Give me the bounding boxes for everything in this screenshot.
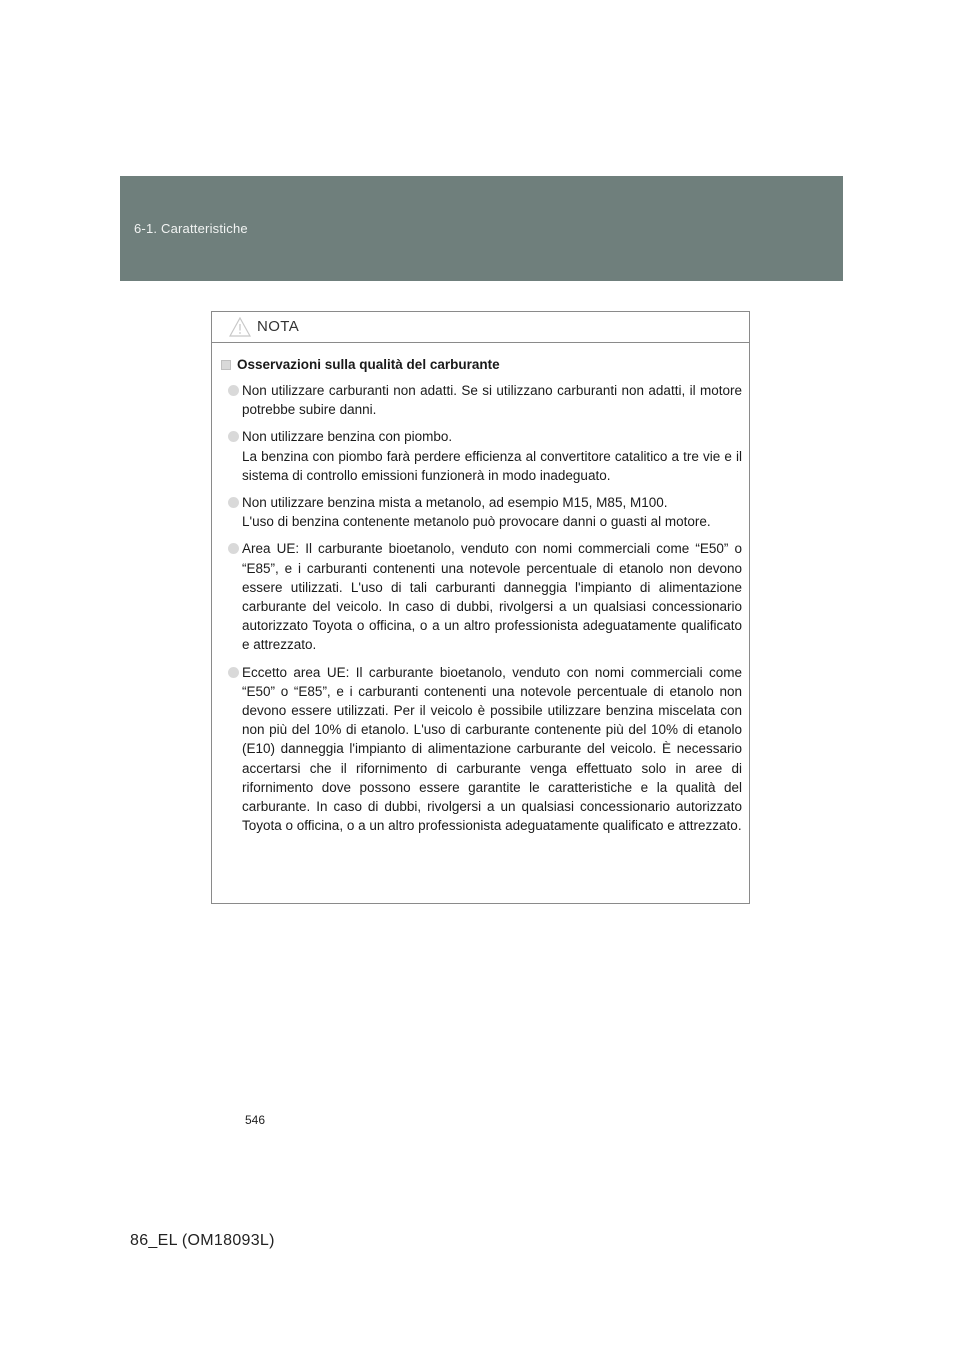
section-heading: [221, 355, 742, 374]
note-title: NOTA: [257, 318, 300, 335]
header-band: [120, 176, 843, 281]
item-text: Non utilizzare carburanti non adatti. Se si utilizzano carburanti non adatti, il motore potrebbe subire danni.: [242, 383, 742, 418]
note-box: [211, 311, 750, 904]
item-text: L'uso di benzina contenente metanolo può provocare danni o guasti al motore.: [242, 514, 711, 530]
note-body: [212, 343, 749, 835]
item-text: Eccetto area UE: Il carburante bioetanolo, venduto con nomi commerciali come “E50” o “E85”, e i carburanti contenenti una notevole percentuale di etanolo non devono essere utilizzati. Per il veicolo è possibile utilizzare benzina miscelata con non più del 10% di etanolo. L'uso di carburante contenente più del 10% di etanolo (E10) danneggia l'impianto di alimentazione carburante del veicolo. È necessario accertarsi che il rifornimento di carburante venga effettuato solo in aree di rifornimento dove possono essere garantite le caratteristiche e la qualità del carburante. In caso di dubbi, rivolgersi a un qualsiasi concessionario autorizzato Toyota o officina, o a un altro professionista adeguatamente qualificato e attrezzato.: [242, 664, 742, 834]
section-heading-text: Osservazioni sulla qualità del carburante: [237, 357, 500, 372]
bullet-icon: [228, 667, 239, 678]
item-text: Non utilizzare benzina mista a metanolo, ad esempio M15, M85, M100.: [242, 495, 668, 511]
list-item: [221, 427, 742, 485]
bullet-icon: [228, 385, 239, 396]
list-item: [221, 663, 742, 836]
section-label: 6-1. Caratteristiche: [134, 221, 248, 236]
warning-triangle-icon: [229, 317, 251, 337]
page-number: 546: [245, 1113, 266, 1127]
square-bullet-icon: [221, 360, 231, 370]
bullet-icon: [228, 543, 239, 554]
list-item: [221, 493, 742, 531]
list-item: [221, 539, 742, 654]
item-text: Area UE: Il carburante bioetanolo, venduto con nomi commerciali come “E50” o “E85”, e i carburanti contenenti una notevole percentuale di etanolo non devono essere utilizzati. L'uso di tali carburanti danneggia l'impianto di alimentazione carburante del veicolo. In caso di dubbi, rivolgersi a un qualsiasi concessionario autorizzato Toyota o officina, o a un altro professionista adeguatamente qualificato e attrezzato.: [242, 541, 742, 653]
note-header: [212, 312, 749, 343]
item-text: Non utilizzare benzina con piombo.: [242, 429, 453, 445]
bullet-icon: [228, 431, 239, 442]
bullet-icon: [228, 497, 239, 508]
item-text: La benzina con piombo farà perdere efficienza al convertitore catalitico a tre vie e il sistema di controllo emissioni funzionerà in modo inadeguato.: [242, 448, 742, 483]
list-item: [221, 381, 742, 419]
document-code: 86_EL (OM18093L): [130, 1232, 275, 1249]
